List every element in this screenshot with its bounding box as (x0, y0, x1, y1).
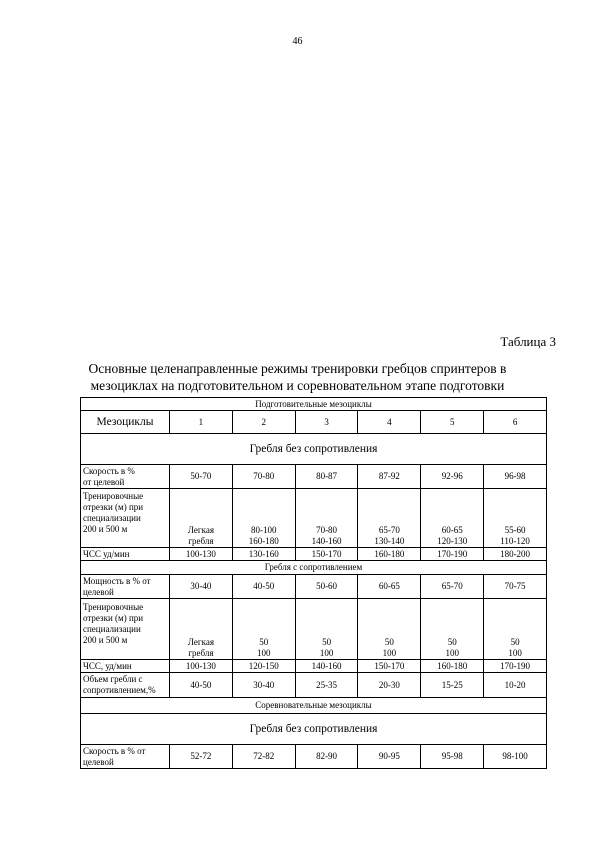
power-value: 65-70 (421, 575, 484, 599)
mesocycles-row (81, 411, 547, 434)
segment-line: 65-70 (378, 525, 400, 535)
segment-line: 110-120 (500, 536, 530, 546)
segments-label-line: 200 и 500 м (83, 523, 128, 534)
power-row (81, 575, 547, 599)
volume-row (81, 673, 547, 698)
cycle-number: 6 (484, 411, 547, 434)
segments-label (81, 489, 170, 548)
volume-value: 40-50 (170, 673, 233, 698)
hr-label: ЧСС, уд/мин (81, 660, 170, 673)
mesocycles-label: Мезоциклы (81, 411, 170, 434)
power-value: 50-60 (295, 575, 358, 599)
segment-line: Легкая (187, 525, 214, 535)
segments-row (81, 599, 547, 660)
power-value: 40-50 (232, 575, 295, 599)
speed-label-line: целевой (83, 756, 114, 767)
segments-label (81, 599, 170, 660)
segment-value (421, 599, 484, 660)
volume-label-line: сопротивлением,% (83, 685, 156, 695)
prep-header: Подготовительные мезоциклы (81, 398, 547, 411)
segment-value (170, 489, 233, 548)
hr-label: ЧСС уд/мин (81, 548, 170, 561)
speed-label-line: Скорость в % от (83, 745, 146, 756)
segments-label-line: специализации (83, 623, 141, 634)
segment-line: 140-160 (311, 536, 342, 546)
speed-label-line: Скорость в % (83, 465, 135, 476)
speed-value: 95-98 (421, 745, 484, 769)
segments-label-line: Тренировочные (83, 601, 144, 612)
volume-value: 30-40 (232, 673, 295, 698)
section-no-resistance: Гребля без сопротивления (81, 434, 547, 465)
power-label-line: Мощность в % от (83, 575, 151, 586)
hr-value: 130-160 (232, 548, 295, 561)
hr-value: 160-180 (421, 660, 484, 673)
segment-value (484, 489, 547, 548)
cycle-number: 1 (170, 411, 233, 434)
segment-line: 130-140 (374, 536, 405, 546)
hr-value: 150-170 (358, 660, 421, 673)
hr-value: 160-180 (358, 548, 421, 561)
hr-value: 150-170 (295, 548, 358, 561)
speed-value: 80-87 (295, 465, 358, 489)
speed-value: 87-92 (358, 465, 421, 489)
segment-value (295, 599, 358, 660)
segment-line: 160-180 (248, 536, 279, 546)
speed-value: 72-82 (232, 745, 295, 769)
section-with-resistance: Гребля с сопротивлением (81, 561, 547, 575)
hr-value: 170-190 (484, 660, 547, 673)
segment-value (170, 599, 233, 660)
speed-value: 70-80 (232, 465, 295, 489)
power-label (81, 575, 170, 599)
segment-line: 80-100 (250, 525, 277, 535)
segment-value (421, 489, 484, 548)
hr-value: 100-130 (170, 660, 233, 673)
segments-row (81, 489, 547, 548)
segment-value (232, 489, 295, 548)
segment-line: гребля (188, 536, 214, 546)
power-label-line: целевой (83, 586, 114, 597)
section-row (81, 714, 547, 745)
power-value: 60-65 (358, 575, 421, 599)
table-title-line: мезоциклах на подготовительном и соревновательном этапе подготовки (90, 378, 505, 393)
segment-line: 50 (447, 637, 457, 647)
speed-value: 90-95 (358, 745, 421, 769)
volume-value: 20-30 (358, 673, 421, 698)
volume-label-line: Объем гребли с (83, 674, 143, 684)
prep-header-row (81, 398, 547, 411)
power-value: 70-75 (484, 575, 547, 599)
power-value: 30-40 (170, 575, 233, 599)
table-label: Таблица 3 (500, 334, 556, 349)
section-no-resistance-2: Гребля без сопротивления (81, 714, 547, 745)
hr-value: 170-190 (421, 548, 484, 561)
page-number: 46 (292, 36, 303, 47)
segment-line: 70-80 (316, 525, 338, 535)
speed-value: 98-100 (484, 745, 547, 769)
segment-value (232, 599, 295, 660)
segments-label-line: отрезки (м) при (83, 612, 144, 623)
segments-label-line: 200 и 500 м (83, 634, 128, 645)
speed-label (81, 465, 170, 489)
segments-label-line: специализации (83, 512, 141, 523)
segment-value (358, 599, 421, 660)
speed-label (81, 745, 170, 769)
segment-line: 55-60 (504, 525, 526, 535)
segment-value (295, 489, 358, 548)
segment-line: 60-65 (441, 525, 463, 535)
hr-value: 120-150 (232, 660, 295, 673)
segment-line: 50 (259, 637, 269, 647)
segments-label-line: Тренировочные (83, 490, 144, 501)
cycle-number: 3 (295, 411, 358, 434)
hr-value: 140-160 (295, 660, 358, 673)
segment-line: 100 (445, 648, 459, 658)
segment-line: 100 (508, 648, 522, 658)
segment-line: 120-130 (437, 536, 468, 546)
speed-label-line: от целевой (83, 476, 125, 487)
segment-line: 100 (382, 648, 397, 658)
section-row (81, 434, 547, 465)
hr-row (81, 660, 547, 673)
segment-value (358, 489, 421, 548)
volume-label (81, 673, 170, 698)
comp-header-row (81, 698, 547, 714)
segment-line: 100 (256, 648, 271, 658)
table-title (60, 360, 535, 394)
cycle-number: 4 (358, 411, 421, 434)
speed-value: 92-96 (421, 465, 484, 489)
volume-value: 15-25 (421, 673, 484, 698)
volume-value: 25-35 (295, 673, 358, 698)
hr-value: 100-130 (170, 548, 233, 561)
segment-line: Легкая (187, 637, 214, 647)
speed-row (81, 745, 547, 769)
segments-label-line: отрезки (м) при (83, 501, 144, 512)
section-row (81, 561, 547, 575)
segment-line: 50 (384, 637, 394, 647)
segment-line: 100 (319, 648, 334, 658)
segment-value (484, 599, 547, 660)
speed-value: 82-90 (295, 745, 358, 769)
hr-row (81, 548, 547, 561)
volume-value: 10-20 (484, 673, 547, 698)
speed-row (81, 465, 547, 489)
segment-line: 50 (322, 637, 332, 647)
cycle-number: 2 (232, 411, 295, 434)
segment-line: гребля (188, 648, 214, 658)
comp-header: Соревновательные мезоциклы (81, 698, 547, 714)
hr-value: 180-200 (484, 548, 547, 561)
speed-value: 52-72 (170, 745, 233, 769)
table-title-line: Основные целенаправленные режимы тренировки гребцов спринтеров в (88, 361, 507, 376)
speed-value: 96-98 (484, 465, 547, 489)
segment-line: 50 (510, 637, 520, 647)
training-modes-table (80, 397, 547, 769)
cycle-number: 5 (421, 411, 484, 434)
speed-value: 50-70 (170, 465, 233, 489)
